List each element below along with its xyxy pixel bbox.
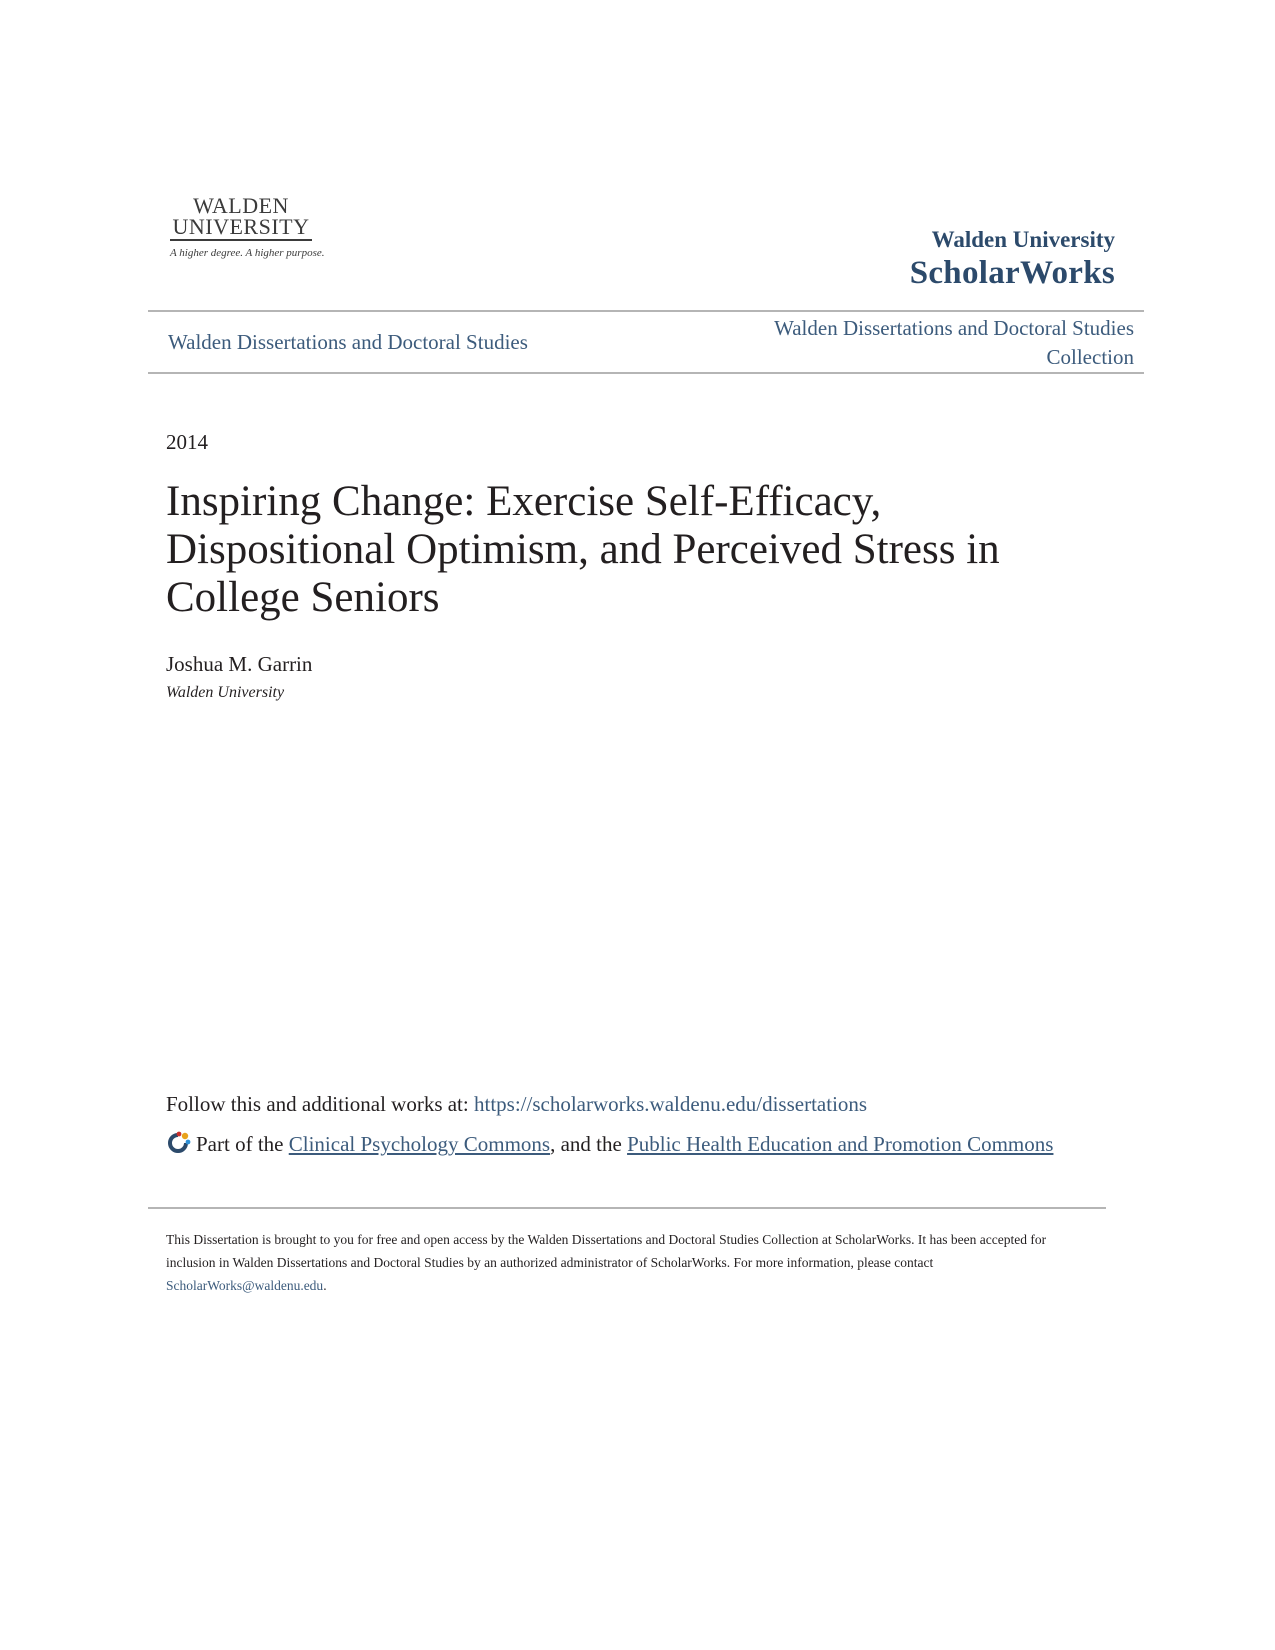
- footer-suffix: .: [323, 1278, 327, 1293]
- clinical-psychology-commons-link[interactable]: Clinical Psychology Commons: [288, 1132, 551, 1156]
- logo-line-walden: WALDEN: [193, 193, 289, 218]
- part-of-prefix: Part of the: [196, 1132, 289, 1156]
- walden-university-logo: [170, 193, 340, 259]
- document-title: Inspiring Change: Exercise Self-Efficacy, Dispositional Optimism, and Perceived Stress in College Seniors: [166, 478, 1000, 621]
- logo-tagline: A higher degree. A higher purpose.: [170, 247, 325, 259]
- publication-year: 2014: [166, 430, 208, 454]
- contact-email-link[interactable]: ScholarWorks@waldenu.edu: [166, 1278, 324, 1293]
- author-affiliation: Walden University: [166, 684, 285, 701]
- author-name: Joshua M. Garrin: [166, 652, 313, 676]
- scholarworks-brand[interactable]: [910, 226, 1115, 292]
- follow-line: [166, 1092, 867, 1117]
- follow-url-link[interactable]: https://scholarworks.waldenu.edu/dissertations: [473, 1092, 868, 1116]
- footer-notice: [166, 1228, 1086, 1297]
- logo-rule: [170, 239, 312, 241]
- footer-rule: [148, 1207, 1106, 1209]
- nav-collection-line2: Collection: [1046, 345, 1134, 369]
- logo-line-university: UNIVERSITY: [172, 214, 310, 239]
- header-bottom-rule: [148, 372, 1144, 374]
- public-health-commons-link[interactable]: Public Health Education and Promotion Commons: [627, 1132, 1054, 1156]
- nav-collection-link[interactable]: [774, 314, 1134, 372]
- part-of-line: [166, 1129, 1066, 1159]
- brand-scholarworks: ScholarWorks: [909, 255, 1115, 291]
- network-commons-icon: [166, 1131, 192, 1155]
- brand-walden-university: Walden University: [931, 227, 1115, 252]
- header-top-rule: [148, 310, 1144, 312]
- nav-dissertations-link[interactable]: Walden Dissertations and Doctoral Studies: [168, 330, 528, 354]
- part-of-middle: , and the: [550, 1132, 628, 1156]
- nav-collection-line1: Walden Dissertations and Doctoral Studies: [774, 316, 1134, 340]
- footer-text: This Dissertation is brought to you for free and open access by the Walden Dissertations and Doctoral Studies Collection at ScholarWorks. It has been accepted for inclusion in Walden Dissertations and Doctoral Studies by an authorized administrator of ScholarWorks. For more information, please contact: [166, 1232, 1047, 1270]
- follow-prefix: Follow this and additional works at:: [166, 1092, 474, 1116]
